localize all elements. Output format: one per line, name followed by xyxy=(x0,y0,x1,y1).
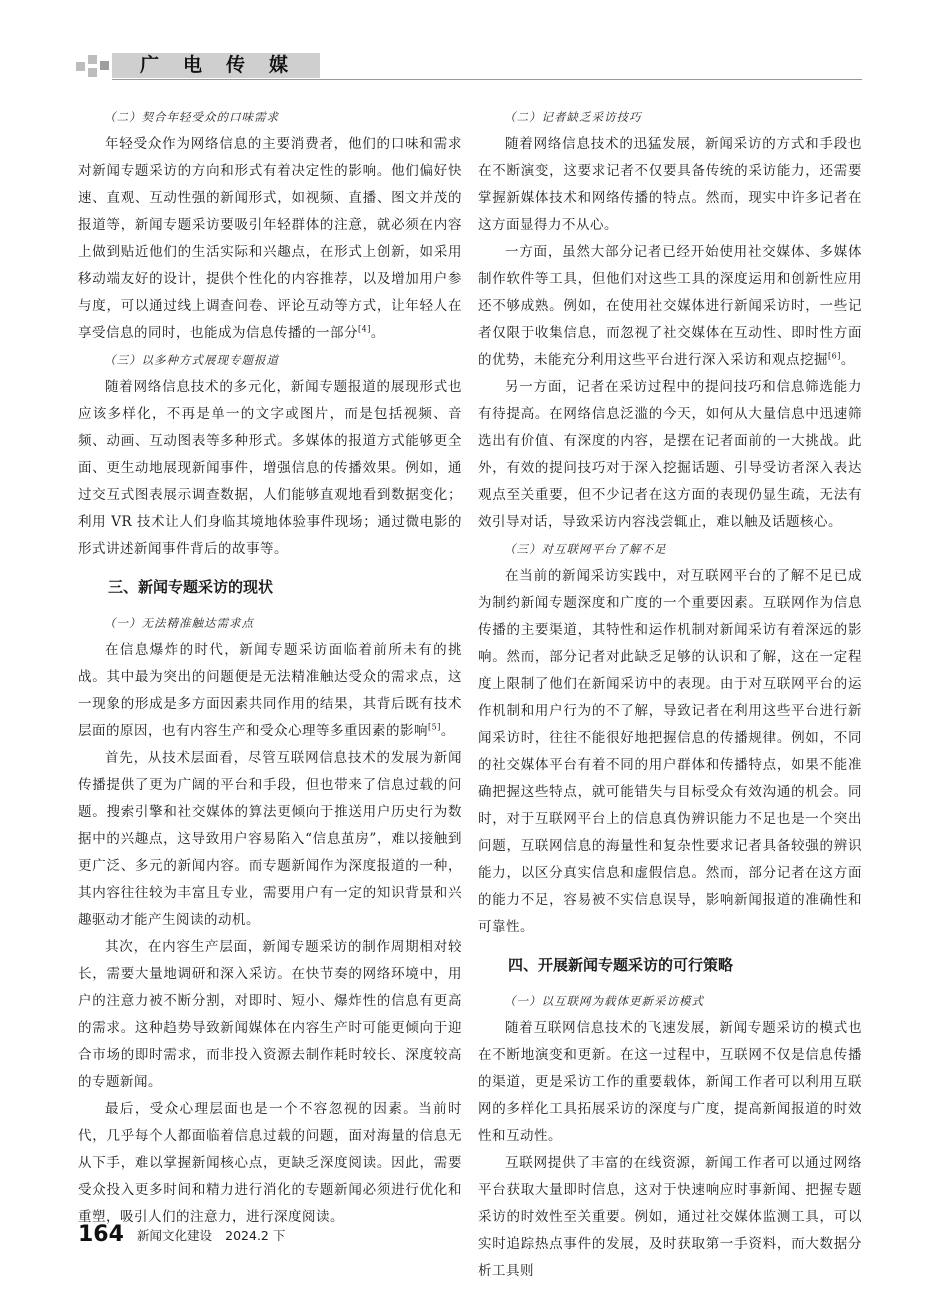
paragraph: 首先，从技术层面看，尽管互联网信息技术的发展为新闻传播提供了更为广阔的平台和手段，但也带来了信息过载的问题。搜索引擎和社交媒体的算法更倾向于推送用户历史行为数据中的兴趣点，这导致用户容易陷入“信息茧房”，难以接触到更广泛、多元的新闻内容。而专题新闻作为深度报道的一种，其内容往往较为丰富且专业，需要用户有一定的知识背景和兴趣驱动才能产生阅读的动机。 xyxy=(78,750,462,928)
paragraph: 另一方面，记者在采访过程中的提问技巧和信息筛选能力有待提高。在网络信息泛滥的今天，如何从大量信息中迅速筛选出有价值、有深度的内容，是摆在记者面前的一大挑战。此外，有效的提问技巧对于深入挖掘话题、引导受访者深入表达观点至关重要，但不少记者在这方面的表现仍显生疏，无法有效引导对话，导致采访内容浅尝辄止，难以触及话题核心。 xyxy=(478,379,862,530)
journal-name: 新闻文化建设 xyxy=(137,1227,213,1243)
paragraph: 在信息爆炸的时代，新闻专题采访面临着前所未有的挑战。其中最为突出的问题便是无法精准触达受众的需求点，这一现象的形成是多方面因素共同作用的结果，其背后既有技术层面的原因，也有内容生产和受众心理等多重因素的影响[5]。 xyxy=(78,642,462,739)
header-decoration xyxy=(88,55,97,64)
subsection-title: （三）对互联网平台了解不足 xyxy=(504,542,667,556)
subsection-title: （二）记者缺乏采访技巧 xyxy=(504,110,642,124)
subsection-title: （三）以多种方式展现专题报道 xyxy=(104,353,279,367)
section-heading: 三、新闻专题采访的现状 xyxy=(108,578,274,596)
right-column xyxy=(478,104,862,1285)
issue-label: 2024.2 下 xyxy=(225,1227,286,1243)
header-rule xyxy=(112,79,862,80)
paragraph: 在当前的新闻采访实践中，对互联网平台的了解不足已成为制约新闻专题深度和广度的一个重要因素。互联网作为信息传播的主要渠道，其特性和运作机制对新闻采访有着深远的影响。然而，部分记者对此缺乏足够的认识和了解，这在一定程度上限制了他们在新闻采访中的表现。由于对互联网平台的运作机制和用户行为的不了解，导致记者在利用这些平台进行新闻采访时，往往不能很好地把握信息的传播规律。例如，不同的社交媒体平台有着不同的用户群体和传播特点，如果不能准确把握这些特点，就可能错失与目标受众有效沟通的机会。同时，对于互联网平台上的信息真伪辨识能力不足也是一个突出问题，互联网信息的海量性和复杂性要求记者具备较强的辨识能力，以区分真实信息和虚假信息。然而，部分记者在这方面的能力不足，容易被不实信息误导，影响新闻报道的准确性和可靠性。 xyxy=(478,568,862,935)
paragraph: 一方面，虽然大部分记者已经开始使用社交媒体、多媒体制作软件等工具，但他们对这些工具的深度运用和创新性应用还不够成熟。例如，在使用社交媒体进行新闻采访时，一些记者仅限于收集信息，而忽视了社交媒体在互动性、即时性方面的优势，未能充分利用这些平台进行深入采访和观点挖掘[6]。 xyxy=(478,244,862,368)
header-decoration xyxy=(100,61,109,70)
paragraph: 最后，受众心理层面也是一个不容忽视的因素。当前时代，几乎每个人都面临着信息过载的问题，面对海量的信息无从下手，难以掌握新闻核心点，更缺乏深度阅读。因此，需要受众投入更多时间和精力进行消化的专题新闻必须进行优化和重塑，吸引人们的注意力，进行深度阅读。 xyxy=(78,1101,462,1225)
page-footer xyxy=(78,1222,285,1252)
subsection-title: （二）契合年轻受众的口味需求 xyxy=(104,110,279,124)
subsection-title: （一）以互联网为载体更新采访模式 xyxy=(504,994,704,1008)
paragraph: 随着网络信息技术的多元化，新闻专题报道的展现形式也应该多样化，不再是单一的文字或图片，而是包括视频、音频、动画、互动图表等多种形式。多媒体的报道方式能够更全面、更生动地展现新闻事件，增强信息的传播效果。例如，通过交互式图表展示调查数据，人们能够直观地看到数据变化；利用 VR 技术让人们身临其境地体验事件现场；通过微电影的形式讲述新闻事件背后的故事等。 xyxy=(78,379,462,557)
subsection-title: （一）无法精准触达需求点 xyxy=(104,616,254,630)
page-header xyxy=(0,0,950,90)
section-heading: 四、开展新闻专题采访的可行策略 xyxy=(508,956,734,974)
paragraph: 随着互联网信息技术的飞速发展，新闻专题采访的模式也在不断地演变和更新。在这一过程中，互联网不仅是信息传播的渠道，更是采访工作的重要载体，新闻工作者可以利用互联网的多样化工具拓展采访的深度与广度，提高新闻报道的时效性和互动性。 xyxy=(478,1020,862,1144)
citation: [4] xyxy=(358,324,371,334)
paragraph: 随着网络信息技术的迅猛发展，新闻采访的方式和手段也在不断演变，这要求记者不仅要具备传统的采访能力，还需要掌握新媒体技术和网络传播的特点。然而，现实中许多记者在这方面显得力不从心。 xyxy=(478,136,862,233)
citation: [5] xyxy=(428,722,441,732)
paragraph: 互联网提供了丰富的在线资源，新闻工作者可以通过网络平台获取大量即时信息，这对于快速响应时事新闻、把握专题采访的时效性至关重要。例如，通过社交媒体监测工具，可以实时追踪热点事件的发展，及时获取第一手资料，而大数据分析工具则 xyxy=(478,1155,862,1279)
citation: [6] xyxy=(828,351,841,361)
left-column xyxy=(78,104,462,1231)
paragraph: 年轻受众作为网络信息的主要消费者，他们的口味和需求对新闻专题采访的方向和形式有着决定性的影响。他们偏好快速、直观、互动性强的新闻形式，如视频、直播、图文并茂的报道等，新闻专题采访要吸引年轻群体的注意，就必须在内容上做到贴近他们的生活实际和兴趣点，在形式上创新，如采用移动端友好的设计，提供个性化的内容推荐，以及增加用户参与度，可以通过线上调查问卷、评论互动等方式，让年轻人在享受信息的同时，也能成为信息传播的一部分[4]。 xyxy=(78,136,462,341)
paragraph: 其次，在内容生产层面，新闻专题采访的制作周期相对较长，需要大量地调研和深入采访。在快节奏的网络环境中，用户的注意力被不断分割，对即时、短小、爆炸性的信息有更高的需求。这种趋势导致新闻媒体在内容生产时可能更倾向于迎合市场的即时需求，而非投入资源去制作耗时较长、深度较高的专题新闻。 xyxy=(78,939,462,1090)
header-decoration xyxy=(76,62,85,71)
section-title: 广电传媒 xyxy=(140,54,313,76)
header-decoration xyxy=(88,68,97,77)
page-number: 164 xyxy=(78,1222,124,1247)
